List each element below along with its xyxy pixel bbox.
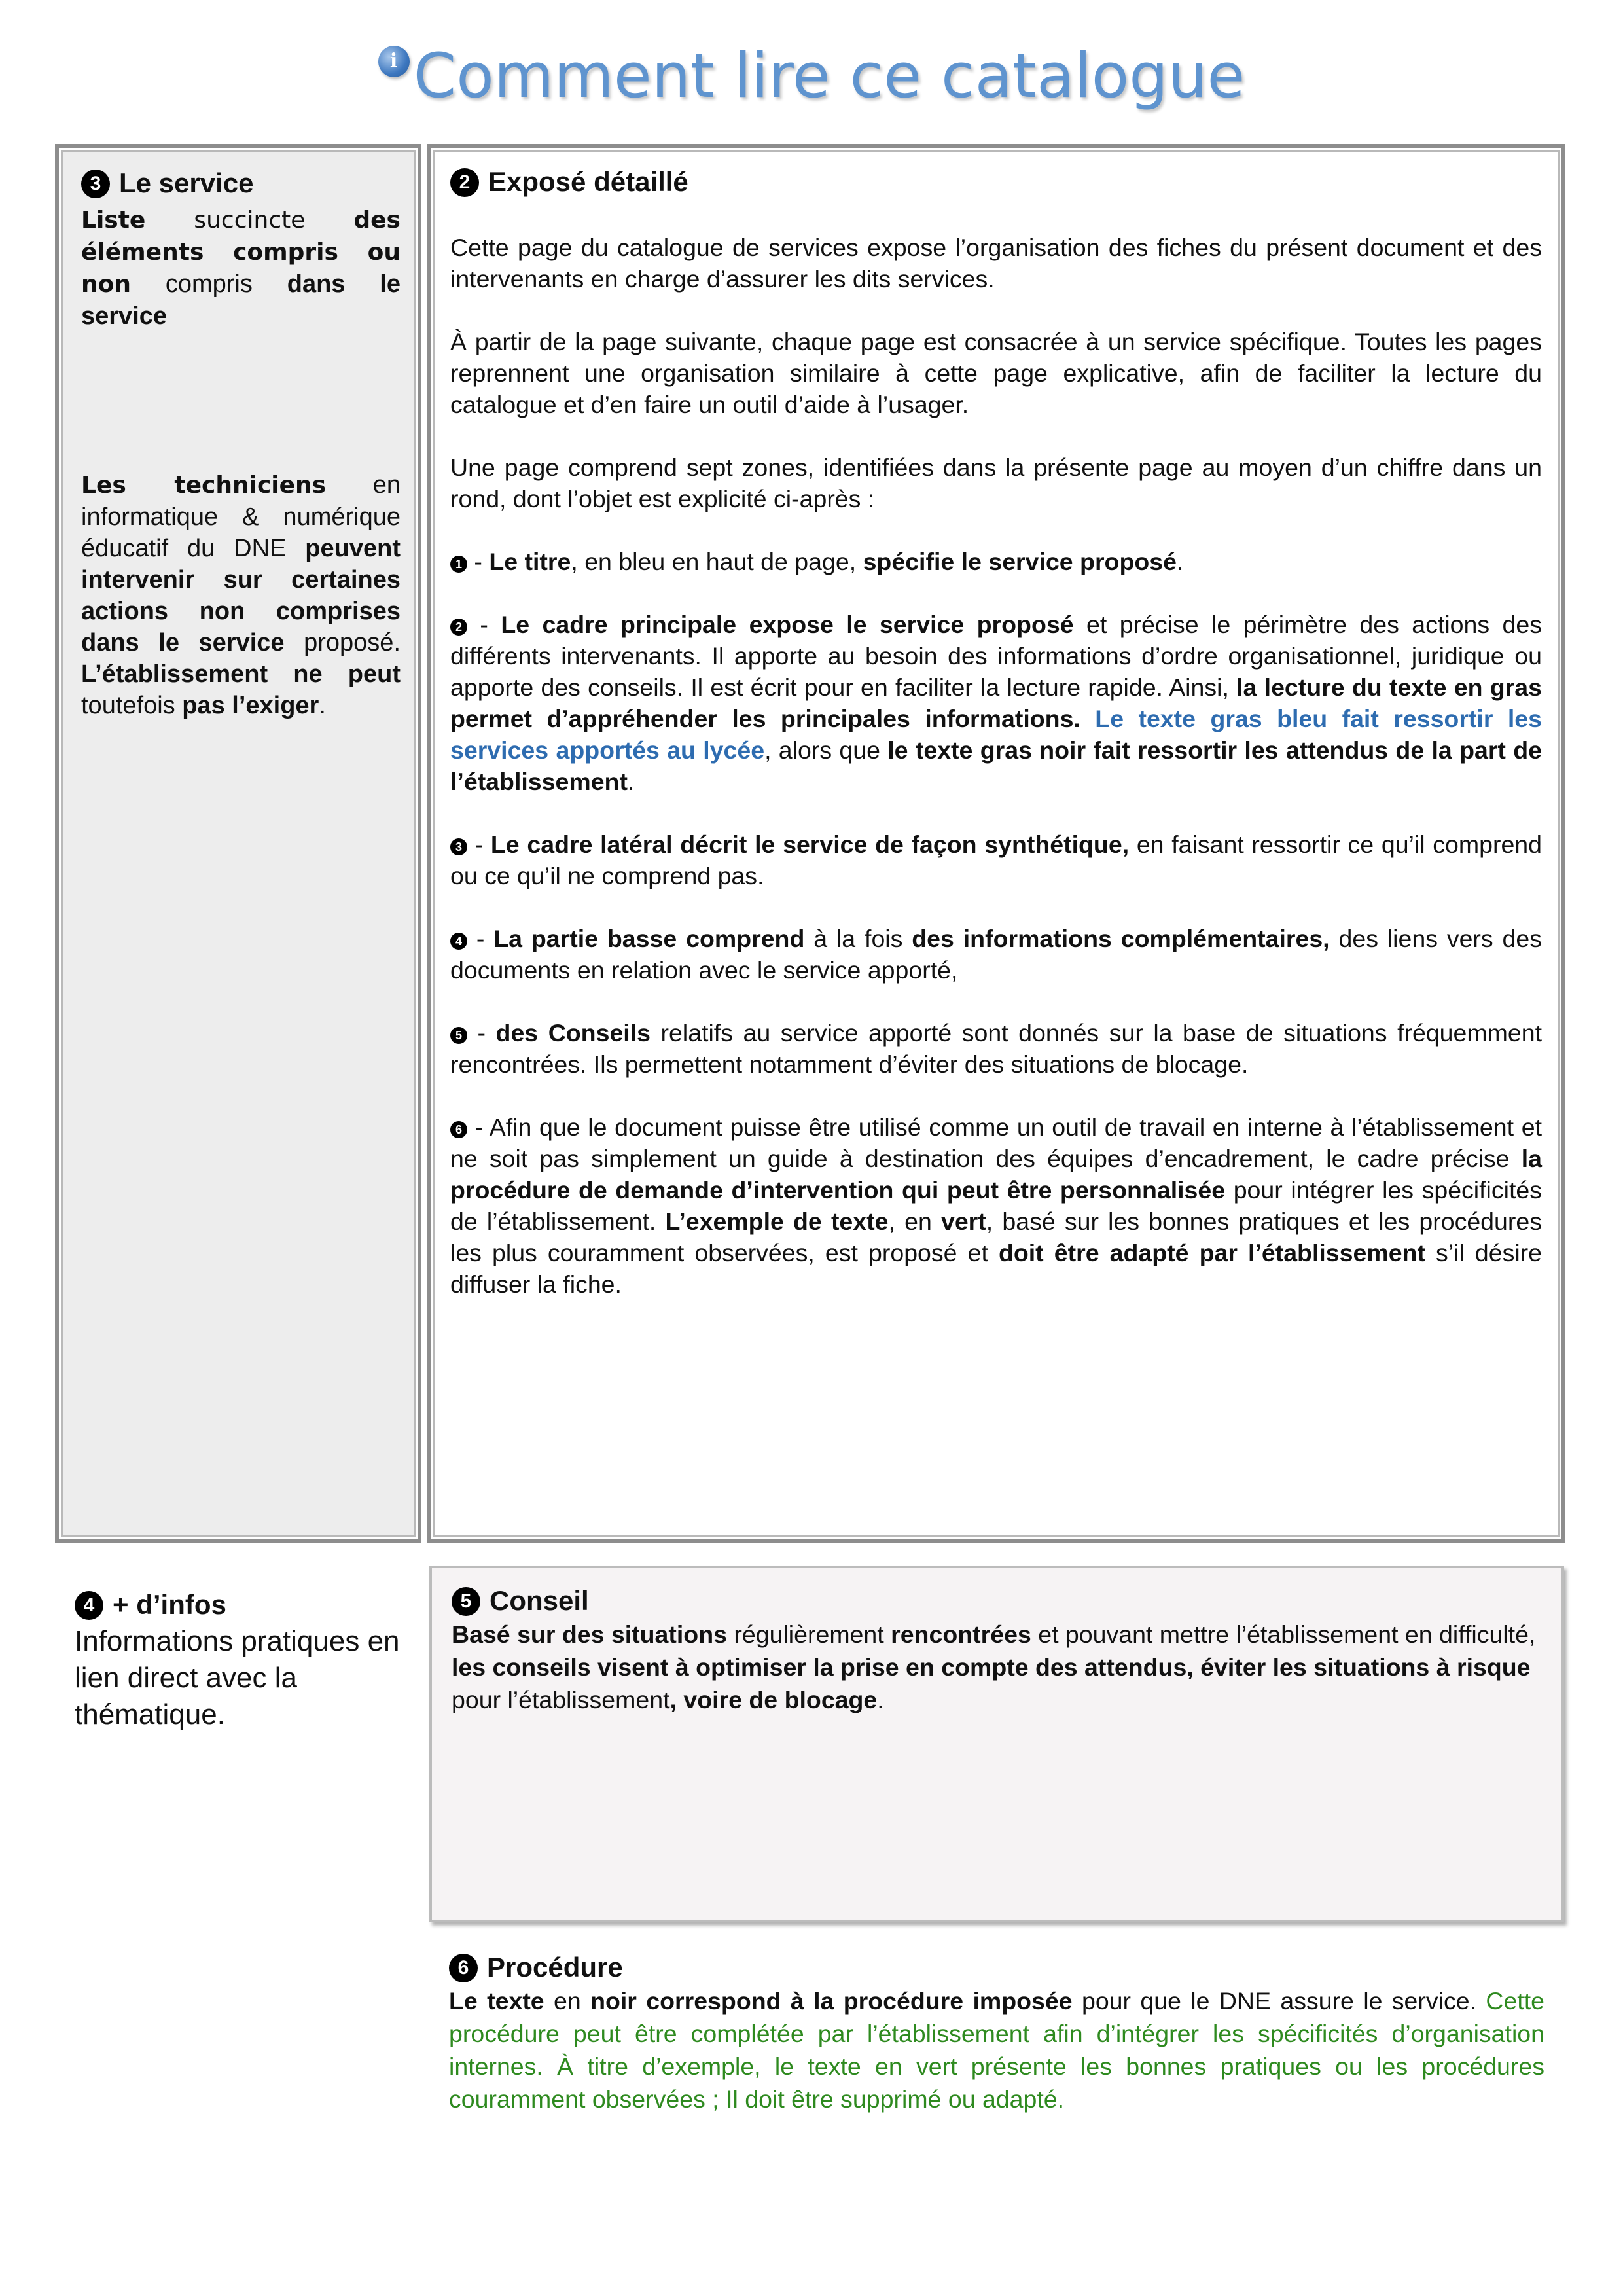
number-5-icon: 5 — [452, 1587, 480, 1616]
procedure-text: Le texte en noir correspond à la procédure imposée pour que le DNE assure le service. Cette procédure peut être complétée par l’établissement afin d’intégrer les spécificités d’organisation internes. À titre d’exemple, le texte en vert présente les bonnes pratiques ou les procédures couramment observées ; Il doit être supprimé ou adapté. — [449, 1987, 1544, 2113]
zone-item-6: 6 - Afin que le document puisse être utilisé comme un outil de travail en interne à l’établissement et ne soit pas simplement un guide à destination des équipes d’encadrement, le cadre précise la procédure de demande d’intervention qui peut être personnalisée pour intégrer les spécificités de l’établissement. L’exemple de texte, en vert, basé sur les bonnes pratiques et les procédures les plus couramment observées, est proposé et doit être adapté par l’établissement s’il désire diffuser la fiche. — [450, 1113, 1542, 1298]
zone-item-4: 4 - La partie basse comprend à la fois des informations complémentaires, des liens vers des documents en relation avec le service apporté, — [450, 925, 1542, 984]
conseil-heading — [452, 1585, 1543, 1617]
page-header — [0, 41, 1623, 112]
expose-body — [450, 232, 1542, 1300]
infos-heading — [75, 1589, 408, 1621]
infos-heading-label: + d’infos — [113, 1589, 226, 1620]
service-heading — [81, 168, 401, 199]
conseil-heading-label: Conseil — [490, 1585, 589, 1616]
zone-item-1: 1 - Le titre, en bleu en haut de page, spécifie le service proposé. — [450, 546, 1542, 577]
number-2-icon: 2 — [450, 168, 479, 197]
number-3-icon: 3 — [81, 170, 110, 198]
procedure-example-text: Cette procédure peut être complétée par l’établissement afin d’intégrer les spécificités d’organisation internes. À titre d’exemple, le texte en vert présente les bonnes pratiques ou les procédures couramment observées ; Il doit être supprimé ou adapté. — [449, 1987, 1544, 2113]
service-panel — [55, 144, 421, 1543]
expose-panel — [427, 144, 1565, 1543]
service-summary: Liste succincte des éléments compris ou non compris dans le service — [81, 207, 401, 330]
procedure-heading — [449, 1952, 1544, 1983]
expose-paragraph: À partir de la page suivante, chaque page est consacrée à un service spécifique. Toutes les pages reprennent une organisation similaire à cette page explicative, afin de faciliter la lecture du catalogue et d’en faire un outil d’aide à l’usager. — [450, 328, 1542, 418]
number-4-icon: 4 — [450, 933, 467, 950]
expose-heading-label: Exposé détaillé — [488, 166, 688, 197]
zone-item-5: 5 - des Conseils relatifs au service apporté sont donnés sur la base de situations fréquemment rencontrées. Ils permettent notamment d’éviter des situations de blocage. — [450, 1019, 1543, 1078]
procedure-heading-label: Procédure — [487, 1952, 623, 1982]
number-2-icon: 2 — [450, 619, 467, 636]
zone-item-2: 2 - Le cadre principale expose le service proposé et précise le périmètre des actions des différents intervenants. Il apporte au besoin des informations d’ordre organisationnel, juridique ou apporte des conseils. Il est écrit pour en faciliter la lecture rapide. Ainsi, la lecture du texte en gras permet d’appréhender les principales informations. Le texte gras bleu fait ressortir les services apportés au lycée, alors que le texte gras noir fait ressortir les attendus de la part de l’établissement. — [450, 611, 1543, 795]
number-6-icon: 6 — [450, 1121, 467, 1138]
number-3-icon: 3 — [450, 838, 467, 855]
conseil-text: Basé sur des situations régulièrement rencontrées et pouvant mettre l’établissement en difficulté, les conseils visent à optimiser la prise en compte des attendus, éviter les situations à risque pour l’établissement, voire de blocage. — [452, 1621, 1536, 1713]
number-1-icon: 1 — [450, 556, 467, 573]
expose-paragraph: Cette page du catalogue de services expose l’organisation des fiches du présent document et des intervenants en charge d’assurer les dits services. — [450, 234, 1542, 293]
page-title: Comment lire ce catalogue — [413, 41, 1245, 112]
service-technicians-note: Les techniciens en informatique & numérique éducatif du DNE peuvent intervenir sur certaines actions non comprises dans le service proposé. L’établissement ne peut toutefois pas l’exiger. — [81, 471, 401, 719]
infos-text: Informations pratiques en lien direct avec la thématique. — [75, 1625, 400, 1731]
service-heading-label: Le service — [119, 168, 254, 198]
number-6-icon: 6 — [449, 1954, 478, 1982]
conseil-panel — [429, 1566, 1564, 1922]
info-icon: i — [378, 46, 410, 77]
expose-heading — [450, 166, 1542, 198]
procedure-panel — [429, 1941, 1564, 2203]
expose-paragraph: Une page comprend sept zones, identifiées dans la présente page au moyen d’un chiffre dans un rond, dont l’objet est explicité ci-après : — [450, 454, 1542, 512]
zone-item-3: 3 - Le cadre latéral décrit le service de façon synthétique, en faisant ressortir ce qu’il comprend ou ce qu’il ne comprend pas. — [450, 831, 1543, 889]
number-5-icon: 5 — [450, 1027, 467, 1044]
infos-panel — [55, 1571, 421, 1846]
number-4-icon: 4 — [75, 1591, 103, 1620]
